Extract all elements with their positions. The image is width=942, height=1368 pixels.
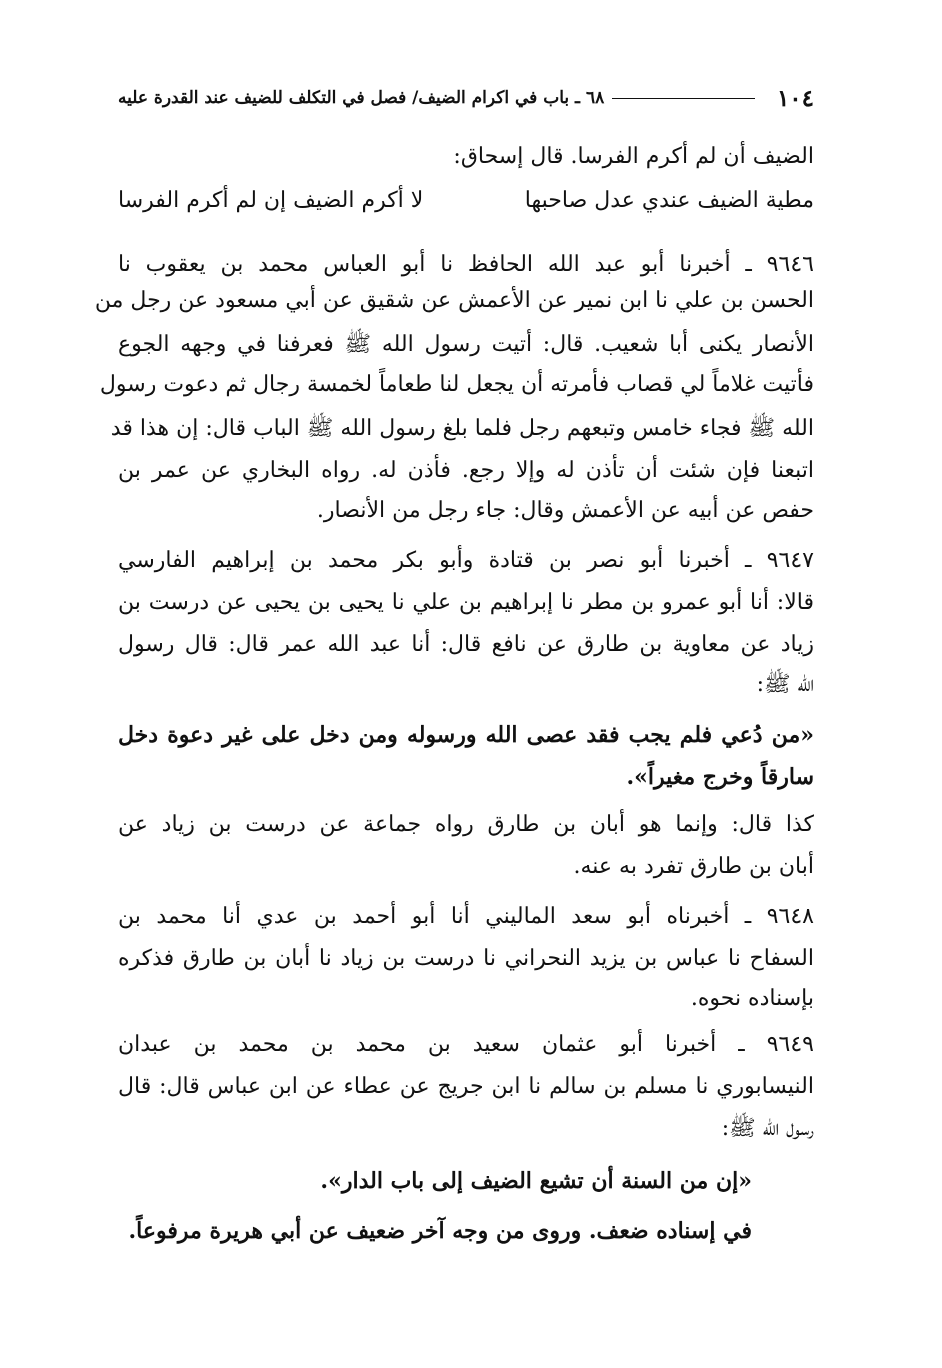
page-number: ١٠٤ bbox=[776, 84, 814, 112]
poetry-verse bbox=[118, 186, 814, 220]
hadith-9647-line: زياد عن معاوية بن طارق عن نافع قال: أنا عبد الله عمر قال: قال رسول bbox=[118, 632, 814, 657]
hadith-9646-line: فأتيت غلاماً لي قصاب فأمرته أن يجعل لنا طعاماً لخمسة رجال ثم دعوت رسول bbox=[99, 372, 814, 397]
hadith-9646-line: الله ﷺ فجاء خامس وتبعهم رجل فلما بلغ رسول الله ﷺ الباب قال: إن هذا قد bbox=[110, 416, 814, 441]
hadith-9648-line: بإسناده نحوه. bbox=[690, 986, 814, 1011]
hadith-9646-line: ٩٦٤٦ ـ أخبرنا أبو عبد الله الحافظ نا أبو العباس محمد بن يعقوب نا bbox=[118, 252, 814, 277]
page-header bbox=[118, 78, 814, 118]
quote-9649: «إن من السنة أن تشيع الضيف إلى باب الدار». bbox=[320, 1168, 752, 1194]
note-9647-line: أبان بن طارق تفرد به عنه. bbox=[573, 854, 814, 879]
hadith-9647-line: ٩٦٤٧ ـ أخبرنا أبو نصر بن قتادة وأبو بكر محمد بن إبراهيم الفارسي bbox=[118, 548, 814, 573]
note-9649: في إسناده ضعف. وروى من وجه آخر ضعيف عن أبي هريرة مرفوعاً. bbox=[128, 1218, 752, 1244]
quote-9647-line: «من دُعي فلم يجب فقد عصى الله ورسوله ومن دخل على غير دعوة دخل bbox=[118, 722, 814, 748]
hadith-9649-line: رسول الله ﷺ: bbox=[721, 1116, 814, 1141]
hadith-9648-line: ٩٦٤٨ ـ أخبرناه أبو سعد الماليني أنا أبو أحمد بن عدي أنا محمد بن bbox=[118, 904, 814, 929]
hadith-9648-line: السفاح نا عباس بن يزيد النحراني نا درست بن زياد نا أبان بن طارق فذكره bbox=[118, 946, 814, 971]
hadith-9649-line: ٩٦٤٩ ـ أخبرنا أبو عثمان سعيد بن محمد بن محمد بن عبدان bbox=[118, 1032, 814, 1057]
hadith-9647-line: قالا: أنا أبو عمرو بن مطر نا إبراهيم بن علي نا يحيى بن يحيى عن درست بن bbox=[118, 590, 814, 615]
running-title: ٦٨ ـ باب في اكرام الضيف/ فصل في التكلف للضيف عند القدرة عليه bbox=[118, 88, 605, 108]
hadith-9646-line: الأنصار يكنى أبا شعيب. قال: أتيت رسول الله ﷺ فعرفنا في وجهه الجوع bbox=[118, 332, 814, 357]
hadith-9649-line: النيسابوري نا مسلم بن سالم نا ابن جريج عن عطاء عن ابن عباس قال: قال bbox=[118, 1074, 814, 1099]
verse-first-hemistich: مطية الضيف عندي عدل صاحبها bbox=[524, 188, 814, 213]
hadith-9647-line: الله ﷺ: bbox=[756, 672, 814, 697]
hadith-9646-line: الحسن بن علي نا ابن نمير عن الأعمش عن شقيق عن أبي مسعود عن رجل من bbox=[94, 288, 814, 313]
header-rule bbox=[612, 98, 755, 99]
note-9647-line: كذا قال: وإنما هو أبان بن طارق رواه جماعة عن درست بن زياد عن bbox=[118, 812, 814, 837]
verse-second-hemistich: لا أكرم الضيف إن لم أكرم الفرسا bbox=[118, 188, 424, 213]
intro-line: الضيف أن لم أكرم الفرسا. قال إسحاق: bbox=[453, 144, 814, 169]
hadith-9646-line: حفص عن أبيه عن الأعمش وقال: جاء رجل من الأنصار. bbox=[316, 498, 814, 523]
quote-9647-line: سارقاً وخرج مغيراً». bbox=[626, 764, 814, 790]
hadith-9646-line: اتبعنا فإن شئت أن تأذن له وإلا رجع. فأذن له. رواه البخاري عن عمر بن bbox=[118, 458, 814, 483]
